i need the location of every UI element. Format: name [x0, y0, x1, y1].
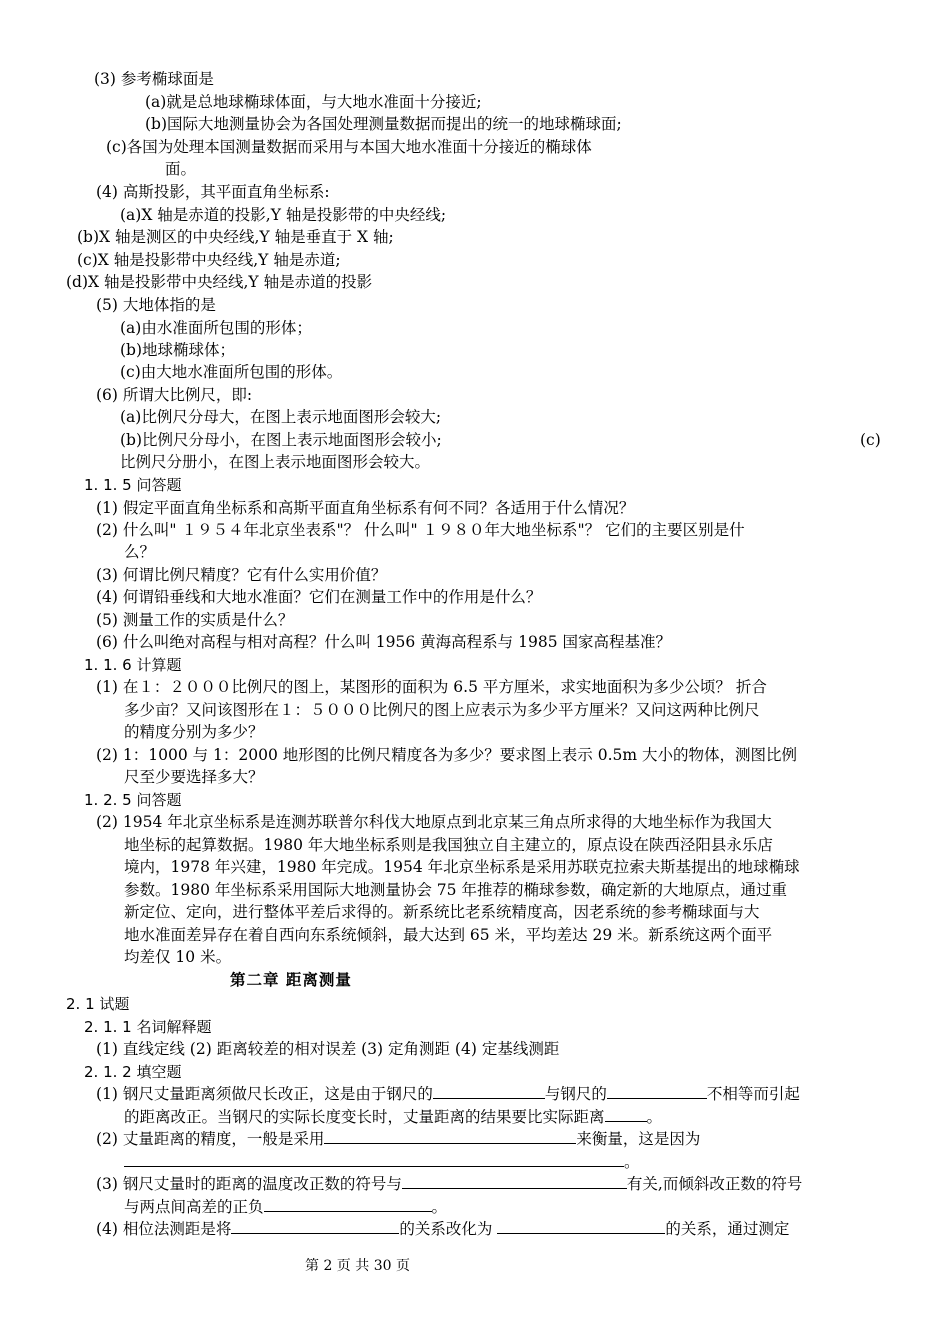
q5-option-b: (b)地球椭球体； — [120, 341, 236, 359]
s125-answer-line-1: (2) 1954 年北京坐标系是连测苏联普尔科伐大地原点到北京某三角点所求得的大地坐标作为我国大 — [96, 813, 772, 831]
fill-question-2-text-c: 。 — [624, 1153, 640, 1171]
fill-question-1-cont — [124, 1106, 662, 1128]
s115-question-6: (6) 什么叫绝对高程与相对高程？什么叫 1956 黄海高程系与 1985 国家高程基准？ — [96, 633, 671, 651]
q3-option-b: (b)国际大地测量协会为各国处理测量数据而提出的统一的地球椭球面; — [145, 115, 622, 133]
answer-blank[interactable] — [231, 1218, 399, 1234]
answer-blank[interactable] — [605, 1106, 647, 1122]
fill-question-1 — [96, 1083, 800, 1105]
s211-terms: (1) 直线定线 (2) 距离较差的相对误差 (3) 定角测距 (4) 定基线测距 — [96, 1040, 560, 1058]
q6-option-b: (b)比例尺分母小，在图上表示地面图形会较小; — [120, 431, 442, 449]
s115-question-5: (5) 测量工作的实质是什么？ — [96, 611, 294, 629]
fill-question-4-text-b: 的关系改化为 — [399, 1220, 498, 1238]
section-heading-2-1-1: 2. 1. 1 名词解释题 — [84, 1018, 212, 1036]
s125-answer-line-6: 地水准面差异存在着自西向东系统倾斜，最大达到 65 米，平均差达 29 米。新系统这两个面平 — [124, 926, 773, 944]
q5-option-a: (a)由水准面所包围的形体； — [120, 319, 312, 337]
s115-question-2-cont: 么？ — [124, 543, 156, 561]
s115-question-3: (3) 何谓比例尺精度？它有什么实用价值？ — [96, 566, 387, 584]
q4-option-a: (a)X 轴是赤道的投影,Y 轴是投影带的中央经线; — [120, 206, 447, 224]
s116-question-1-cont-b: 的精度分别为多少？ — [124, 723, 264, 741]
section-heading-2-1: 2. 1 试题 — [66, 995, 130, 1013]
q6-stem: (6) 所谓大比例尺，即: — [96, 386, 253, 404]
fill-question-4-text-a: (4) 相位法测距是将 — [96, 1220, 232, 1238]
q3-option-a: (a)就是总地球椭球体面，与大地水准面十分接近; — [145, 93, 482, 111]
section-heading-1-2-5: 1. 2. 5 问答题 — [84, 791, 182, 809]
q5-stem: (5) 大地体指的是 — [96, 296, 216, 314]
s125-answer-line-4: 参数。1980 年坐标系采用国际大地测量协会 75 年推荐的椭球参数，确定新的大地原点，通过重 — [124, 881, 787, 899]
answer-blank[interactable] — [402, 1173, 627, 1189]
fill-question-2-text-b: 来衡量，这是因为 — [576, 1130, 701, 1148]
q6-option-c-mark: (c) — [860, 431, 881, 449]
chapter-title: 第二章 距离测量 — [230, 971, 352, 989]
fill-question-3-text-d: 。 — [431, 1198, 448, 1216]
s115-question-1: (1) 假定平面直角坐标系和高斯平面直角坐标系有何不同？各适用于什么情况？ — [96, 499, 635, 517]
fill-question-2 — [96, 1128, 700, 1150]
q4-stem: (4) 高斯投影，其平面直角坐标系: — [96, 183, 330, 201]
answer-blank[interactable] — [497, 1218, 665, 1234]
s125-answer-line-7: 均差仅 10 米。 — [124, 948, 232, 966]
fill-question-3-cont — [124, 1196, 447, 1218]
fill-question-1-text-e: 。 — [646, 1108, 663, 1126]
fill-question-3-text-b: 有关,而倾斜改正数的符号 — [626, 1175, 803, 1193]
q3-option-c-cont: 面。 — [165, 160, 197, 178]
s115-question-2: (2) 什么叫" １９５４年北京坐表系"？ 什么叫" １９８０年大地坐标系"？ 它们的主要区别是什 — [96, 521, 745, 539]
q6-option-c: 比例尺分册小，在图上表示地面图形会较大。 — [120, 453, 431, 471]
page-footer: 第 2 页 共 30 页 — [305, 1258, 410, 1274]
section-heading-1-1-6: 1. 1. 6 计算题 — [84, 656, 182, 674]
answer-blank[interactable] — [607, 1083, 707, 1099]
s116-question-1-cont-a: 多少亩？又问该图形在１：５０００比例尺的图上应表示为多少平方厘米？又问这两种比例尺 — [124, 701, 760, 719]
fill-question-4-text-c: 的关系，通过测定 — [665, 1220, 790, 1238]
q6-option-a: (a)比例尺分母大，在图上表示地面图形会较大; — [120, 408, 442, 426]
fill-question-1-text-c: 不相等而引起 — [706, 1085, 800, 1103]
s116-question-1: (1) 在１：２０００比例尺的图上，某图形的面积为 6.5 平方厘米，求实地面积为多少公顷？ 折合 — [96, 678, 767, 696]
s116-question-2-cont: 尺至少要选择多大？ — [124, 768, 264, 786]
fill-question-3-text-c: 与两点间高差的正负 — [124, 1198, 264, 1216]
q4-option-b: (b)X 轴是测区的中央经线,Y 轴是垂直于 X 轴; — [77, 228, 394, 246]
fill-question-1-text-d: 的距离改正。当钢尺的实际长度变长时，丈量距离的结果要比实际距离 — [124, 1108, 605, 1126]
section-heading-2-1-2: 2. 1. 2 填空题 — [84, 1063, 182, 1081]
q3-stem: (3) 参考椭球面是 — [94, 70, 214, 88]
fill-question-3 — [96, 1173, 802, 1195]
s125-answer-line-2: 地坐标的起算数据。1980 年大地坐标系则是我国独立自主建立的，原点设在陕西泾阳县永乐店 — [124, 836, 773, 854]
answer-blank[interactable] — [433, 1083, 545, 1099]
q5-option-c: (c)由大地水准面所包围的形体。 — [120, 363, 343, 381]
fill-question-3-text-a: (3) 钢尺丈量时的距离的温度改正数的符号与 — [96, 1175, 402, 1193]
fill-question-1-text-a: (1) 钢尺丈量距离须做尺长改正，这是由于钢尺的 — [96, 1085, 433, 1103]
s116-question-2: (2) 1：1000 与 1：2000 地形图的比例尺精度各为多少？要求图上表示 0.5m 大小的物体，测图比例 — [96, 746, 797, 764]
section-heading-1-1-5: 1. 1. 5 问答题 — [84, 476, 182, 494]
answer-blank[interactable] — [324, 1128, 576, 1144]
s125-answer-line-5: 新定位、定向，进行整体平差后求得的。新系统比老系统精度高，因老系统的参考椭球面与大 — [124, 903, 760, 921]
s125-answer-line-3: 境内，1978 年兴建，1980 年完成。1954 年北京坐标系是采用苏联克拉索夫斯基提出的地球椭球 — [124, 858, 800, 876]
fill-question-4 — [96, 1218, 789, 1240]
fill-question-2-cont — [124, 1151, 640, 1173]
q4-option-d: (d)X 轴是投影带中央经线,Y 轴是赤道的投影 — [66, 273, 373, 291]
fill-question-2-text-a: (2) 丈量距离的精度，一般是采用 — [96, 1130, 325, 1148]
s115-question-4: (4) 何谓铅垂线和大地水准面？它们在测量工作中的作用是什么？ — [96, 588, 542, 606]
answer-blank[interactable] — [264, 1196, 432, 1212]
answer-blank[interactable] — [124, 1151, 624, 1167]
fill-question-1-text-b: 与钢尺的 — [544, 1085, 607, 1103]
q3-option-c: (c)各国为处理本国测量数据而采用与本国大地水准面十分接近的椭球体 — [106, 138, 592, 156]
q4-option-c: (c)X 轴是投影带中央经线,Y 轴是赤道; — [77, 251, 341, 269]
